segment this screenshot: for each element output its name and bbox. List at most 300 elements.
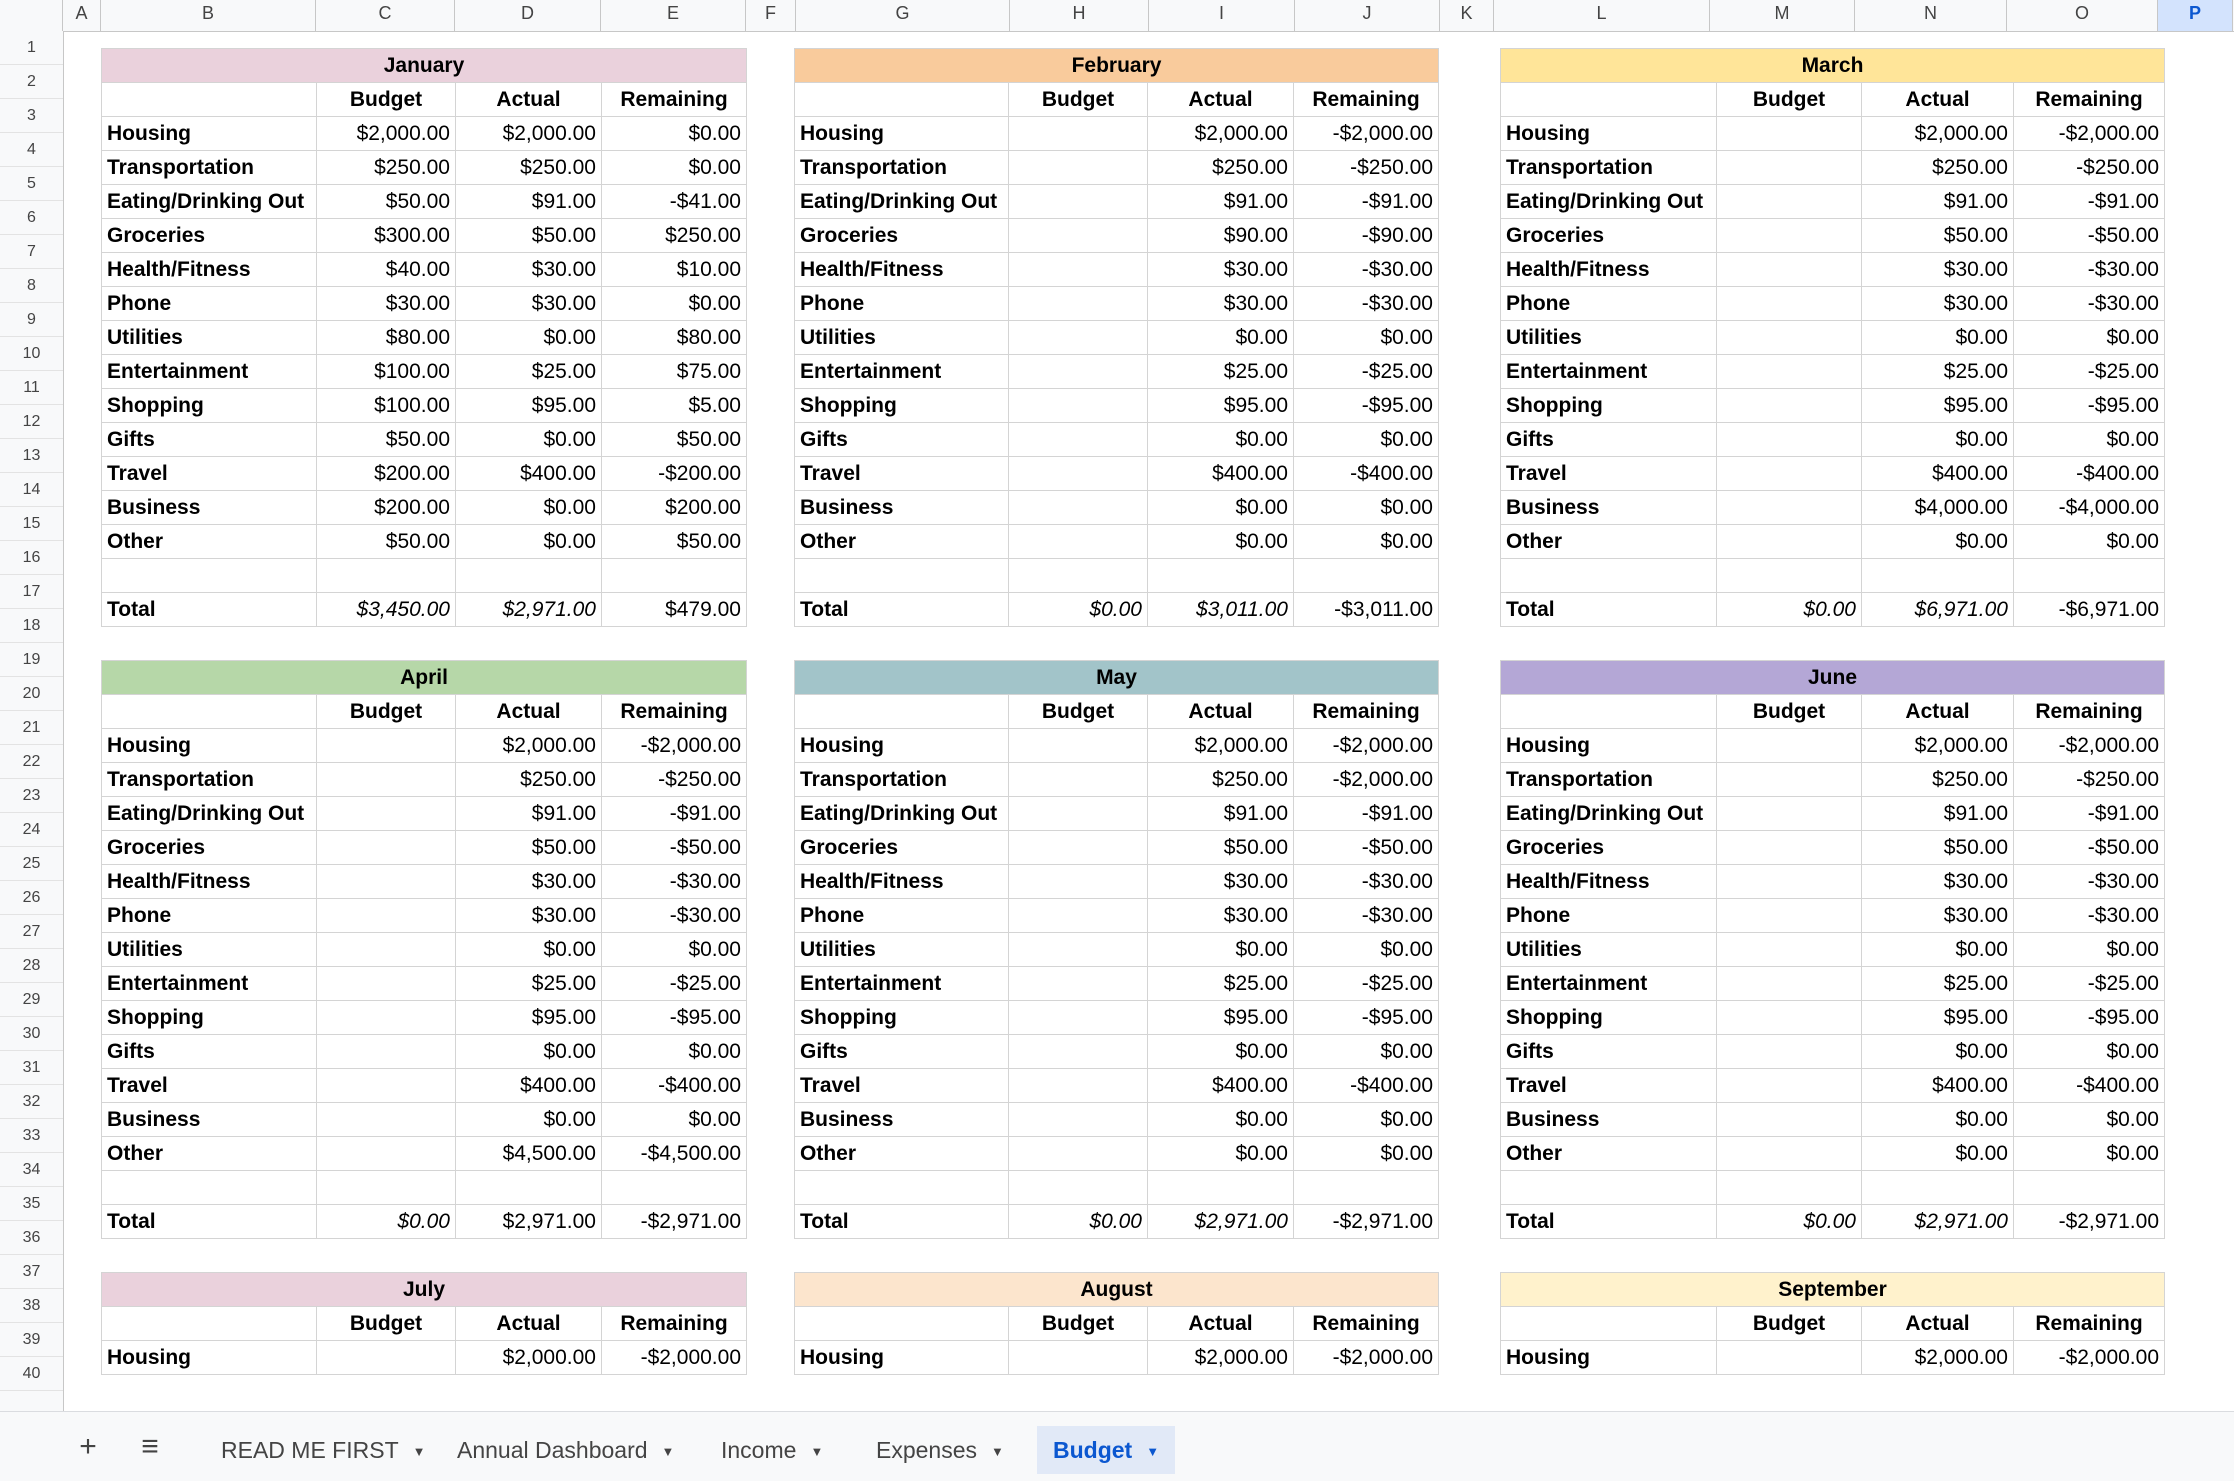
actual-cell[interactable]: $30.00 bbox=[1148, 899, 1294, 933]
category-label[interactable]: Eating/Drinking Out bbox=[1501, 185, 1717, 219]
total-label[interactable]: Total bbox=[102, 593, 317, 627]
actual-total-cell[interactable]: $2,971.00 bbox=[456, 593, 602, 627]
actual-cell[interactable]: $90.00 bbox=[1148, 219, 1294, 253]
category-label[interactable]: Entertainment bbox=[795, 355, 1009, 389]
category-label[interactable]: Business bbox=[102, 491, 317, 525]
remaining-cell[interactable]: -$50.00 bbox=[2014, 219, 2165, 253]
empty-cell[interactable] bbox=[1501, 559, 1717, 593]
remaining-cell[interactable]: -$95.00 bbox=[1294, 389, 1439, 423]
row-header-26[interactable]: 26 bbox=[0, 881, 63, 915]
budget-cell[interactable] bbox=[1009, 457, 1148, 491]
budget-cell[interactable] bbox=[317, 967, 456, 1001]
remaining-cell[interactable]: $50.00 bbox=[602, 423, 747, 457]
category-label[interactable]: Health/Fitness bbox=[795, 865, 1009, 899]
remaining-total-cell[interactable]: -$2,971.00 bbox=[2014, 1205, 2165, 1239]
actual-cell[interactable]: $2,000.00 bbox=[456, 1341, 602, 1375]
remaining-cell[interactable]: -$30.00 bbox=[2014, 287, 2165, 321]
category-label[interactable]: Travel bbox=[795, 457, 1009, 491]
remaining-cell[interactable]: $200.00 bbox=[602, 491, 747, 525]
column-header-j[interactable]: J bbox=[1295, 0, 1440, 31]
actual-cell[interactable]: $95.00 bbox=[1862, 1001, 2014, 1035]
category-label[interactable]: Phone bbox=[102, 287, 317, 321]
remaining-cell[interactable]: -$2,000.00 bbox=[602, 1341, 747, 1375]
remaining-cell[interactable]: $0.00 bbox=[1294, 1035, 1439, 1069]
budget-cell[interactable] bbox=[1717, 1001, 1862, 1035]
category-label[interactable]: Entertainment bbox=[102, 967, 317, 1001]
remaining-cell[interactable]: $50.00 bbox=[602, 525, 747, 559]
row-header-23[interactable]: 23 bbox=[0, 779, 63, 813]
actual-cell[interactable]: $0.00 bbox=[1862, 321, 2014, 355]
remaining-cell[interactable]: -$50.00 bbox=[1294, 831, 1439, 865]
remaining-cell[interactable]: -$25.00 bbox=[1294, 967, 1439, 1001]
actual-cell[interactable]: $0.00 bbox=[1148, 321, 1294, 355]
category-label[interactable]: Transportation bbox=[795, 763, 1009, 797]
remaining-cell[interactable]: -$400.00 bbox=[1294, 1069, 1439, 1103]
row-header-40[interactable]: 40 bbox=[0, 1357, 63, 1391]
empty-cell[interactable] bbox=[2014, 559, 2165, 593]
category-label[interactable]: Housing bbox=[795, 729, 1009, 763]
total-label[interactable]: Total bbox=[795, 1205, 1009, 1239]
budget-cell[interactable] bbox=[317, 763, 456, 797]
budget-cell[interactable]: $50.00 bbox=[317, 423, 456, 457]
category-label[interactable]: Travel bbox=[102, 1069, 317, 1103]
actual-cell[interactable]: $0.00 bbox=[1148, 423, 1294, 457]
column-heading-actual[interactable]: Actual bbox=[1862, 1307, 2014, 1341]
budget-cell[interactable] bbox=[1009, 423, 1148, 457]
row-header-3[interactable]: 3 bbox=[0, 99, 63, 133]
budget-cell[interactable] bbox=[1717, 933, 1862, 967]
category-label[interactable]: Housing bbox=[102, 117, 317, 151]
remaining-cell[interactable]: -$2,000.00 bbox=[1294, 763, 1439, 797]
empty-cell[interactable] bbox=[795, 695, 1009, 729]
budget-cell[interactable] bbox=[1717, 797, 1862, 831]
column-heading-remaining[interactable]: Remaining bbox=[2014, 83, 2165, 117]
budget-cell[interactable] bbox=[1717, 457, 1862, 491]
actual-cell[interactable]: $30.00 bbox=[1862, 865, 2014, 899]
row-header-24[interactable]: 24 bbox=[0, 813, 63, 847]
row-header-15[interactable]: 15 bbox=[0, 507, 63, 541]
budget-cell[interactable] bbox=[317, 899, 456, 933]
column-heading-budget[interactable]: Budget bbox=[317, 1307, 456, 1341]
actual-cell[interactable]: $50.00 bbox=[1862, 219, 2014, 253]
actual-cell[interactable]: $0.00 bbox=[456, 321, 602, 355]
budget-cell[interactable] bbox=[1009, 1069, 1148, 1103]
row-header-33[interactable]: 33 bbox=[0, 1119, 63, 1153]
actual-cell[interactable]: $0.00 bbox=[456, 491, 602, 525]
budget-cell[interactable] bbox=[1717, 967, 1862, 1001]
row-header-25[interactable]: 25 bbox=[0, 847, 63, 881]
column-heading-actual[interactable]: Actual bbox=[1862, 83, 2014, 117]
category-label[interactable]: Travel bbox=[1501, 1069, 1717, 1103]
category-label[interactable]: Utilities bbox=[102, 933, 317, 967]
empty-cell[interactable] bbox=[1148, 559, 1294, 593]
empty-cell[interactable] bbox=[1501, 1307, 1717, 1341]
category-label[interactable]: Gifts bbox=[1501, 423, 1717, 457]
empty-cell[interactable] bbox=[2014, 1171, 2165, 1205]
column-header-n[interactable]: N bbox=[1855, 0, 2007, 31]
budget-cell[interactable] bbox=[1009, 219, 1148, 253]
budget-cell[interactable] bbox=[1009, 729, 1148, 763]
actual-cell[interactable]: $50.00 bbox=[456, 831, 602, 865]
category-label[interactable]: Business bbox=[795, 1103, 1009, 1137]
caret-down-icon[interactable]: ▼ bbox=[661, 1443, 675, 1459]
remaining-cell[interactable]: $0.00 bbox=[602, 117, 747, 151]
row-header-32[interactable]: 32 bbox=[0, 1085, 63, 1119]
remaining-cell[interactable]: -$30.00 bbox=[602, 899, 747, 933]
caret-down-icon[interactable]: ▼ bbox=[1146, 1443, 1160, 1459]
column-heading-budget[interactable]: Budget bbox=[1717, 83, 1862, 117]
budget-total-cell[interactable]: $0.00 bbox=[1009, 1205, 1148, 1239]
category-label[interactable]: Other bbox=[795, 525, 1009, 559]
category-label[interactable]: Housing bbox=[102, 1341, 317, 1375]
remaining-cell[interactable]: -$30.00 bbox=[2014, 253, 2165, 287]
column-heading-actual[interactable]: Actual bbox=[1862, 695, 2014, 729]
remaining-cell[interactable]: $0.00 bbox=[602, 151, 747, 185]
column-heading-budget[interactable]: Budget bbox=[1009, 83, 1148, 117]
budget-cell[interactable] bbox=[1009, 1103, 1148, 1137]
actual-cell[interactable]: $0.00 bbox=[1148, 1103, 1294, 1137]
actual-cell[interactable]: $91.00 bbox=[1148, 797, 1294, 831]
actual-cell[interactable]: $25.00 bbox=[456, 967, 602, 1001]
budget-cell[interactable] bbox=[1717, 831, 1862, 865]
column-heading-remaining[interactable]: Remaining bbox=[602, 83, 747, 117]
budget-cell[interactable] bbox=[1009, 117, 1148, 151]
remaining-cell[interactable]: $0.00 bbox=[1294, 321, 1439, 355]
budget-cell[interactable] bbox=[1009, 355, 1148, 389]
remaining-cell[interactable]: -$400.00 bbox=[2014, 1069, 2165, 1103]
budget-cell[interactable] bbox=[1009, 151, 1148, 185]
row-header-29[interactable]: 29 bbox=[0, 983, 63, 1017]
remaining-cell[interactable]: $0.00 bbox=[602, 933, 747, 967]
budget-cell[interactable] bbox=[1009, 1035, 1148, 1069]
row-header-21[interactable]: 21 bbox=[0, 711, 63, 745]
column-heading-remaining[interactable]: Remaining bbox=[2014, 1307, 2165, 1341]
category-label[interactable]: Other bbox=[1501, 525, 1717, 559]
row-header-39[interactable]: 39 bbox=[0, 1323, 63, 1357]
actual-cell[interactable]: $95.00 bbox=[1148, 1001, 1294, 1035]
row-header-31[interactable]: 31 bbox=[0, 1051, 63, 1085]
remaining-cell[interactable]: $250.00 bbox=[602, 219, 747, 253]
row-header-8[interactable]: 8 bbox=[0, 269, 63, 303]
actual-cell[interactable]: $4,000.00 bbox=[1862, 491, 2014, 525]
actual-total-cell[interactable]: $2,971.00 bbox=[1148, 1205, 1294, 1239]
month-title[interactable]: February bbox=[795, 49, 1439, 83]
budget-cell[interactable] bbox=[317, 1341, 456, 1375]
remaining-cell[interactable]: -$4,000.00 bbox=[2014, 491, 2165, 525]
budget-cell[interactable] bbox=[317, 729, 456, 763]
actual-cell[interactable]: $400.00 bbox=[1148, 1069, 1294, 1103]
budget-cell[interactable] bbox=[317, 831, 456, 865]
budget-cell[interactable] bbox=[1717, 185, 1862, 219]
remaining-cell[interactable]: $0.00 bbox=[2014, 933, 2165, 967]
actual-cell[interactable]: $2,000.00 bbox=[1148, 117, 1294, 151]
category-label[interactable]: Phone bbox=[102, 899, 317, 933]
row-header-4[interactable]: 4 bbox=[0, 133, 63, 167]
budget-cell[interactable] bbox=[1717, 865, 1862, 899]
column-header-c[interactable]: C bbox=[316, 0, 455, 31]
month-title[interactable]: May bbox=[795, 661, 1439, 695]
empty-cell[interactable] bbox=[1717, 559, 1862, 593]
month-title[interactable]: September bbox=[1501, 1273, 2165, 1307]
budget-cell[interactable] bbox=[317, 865, 456, 899]
actual-cell[interactable]: $95.00 bbox=[456, 1001, 602, 1035]
column-header-k[interactable]: K bbox=[1440, 0, 1494, 31]
remaining-cell[interactable]: -$250.00 bbox=[1294, 151, 1439, 185]
category-label[interactable]: Transportation bbox=[102, 763, 317, 797]
remaining-total-cell[interactable]: -$2,971.00 bbox=[602, 1205, 747, 1239]
month-title[interactable]: January bbox=[102, 49, 747, 83]
remaining-cell[interactable]: -$30.00 bbox=[1294, 899, 1439, 933]
remaining-cell[interactable]: -$95.00 bbox=[2014, 1001, 2165, 1035]
row-header-11[interactable]: 11 bbox=[0, 371, 63, 405]
budget-cell[interactable] bbox=[1717, 287, 1862, 321]
category-label[interactable]: Other bbox=[102, 525, 317, 559]
category-label[interactable]: Travel bbox=[1501, 457, 1717, 491]
remaining-cell[interactable]: -$2,000.00 bbox=[1294, 729, 1439, 763]
empty-cell[interactable] bbox=[795, 1171, 1009, 1205]
remaining-cell[interactable]: -$30.00 bbox=[1294, 865, 1439, 899]
actual-cell[interactable]: $91.00 bbox=[1148, 185, 1294, 219]
actual-cell[interactable]: $2,000.00 bbox=[1862, 729, 2014, 763]
row-header-17[interactable]: 17 bbox=[0, 575, 63, 609]
budget-cell[interactable] bbox=[1717, 1069, 1862, 1103]
row-header-20[interactable]: 20 bbox=[0, 677, 63, 711]
budget-cell[interactable]: $100.00 bbox=[317, 389, 456, 423]
total-label[interactable]: Total bbox=[102, 1205, 317, 1239]
remaining-cell[interactable]: $0.00 bbox=[1294, 1137, 1439, 1171]
plus-icon[interactable]: + bbox=[79, 1430, 97, 1463]
total-label[interactable]: Total bbox=[795, 593, 1009, 627]
column-heading-actual[interactable]: Actual bbox=[456, 83, 602, 117]
column-heading-actual[interactable]: Actual bbox=[456, 695, 602, 729]
category-label[interactable]: Business bbox=[1501, 1103, 1717, 1137]
remaining-total-cell[interactable]: -$2,971.00 bbox=[1294, 1205, 1439, 1239]
budget-cell[interactable] bbox=[1009, 831, 1148, 865]
remaining-cell[interactable]: -$250.00 bbox=[2014, 151, 2165, 185]
row-header-10[interactable]: 10 bbox=[0, 337, 63, 371]
category-label[interactable]: Business bbox=[102, 1103, 317, 1137]
category-label[interactable]: Transportation bbox=[102, 151, 317, 185]
total-label[interactable]: Total bbox=[1501, 593, 1717, 627]
empty-cell[interactable] bbox=[602, 1171, 747, 1205]
row-header-19[interactable]: 19 bbox=[0, 643, 63, 677]
actual-cell[interactable]: $0.00 bbox=[456, 933, 602, 967]
actual-cell[interactable]: $25.00 bbox=[1862, 967, 2014, 1001]
actual-cell[interactable]: $400.00 bbox=[1148, 457, 1294, 491]
category-label[interactable]: Utilities bbox=[795, 933, 1009, 967]
budget-cell[interactable] bbox=[1009, 763, 1148, 797]
budget-cell[interactable]: $200.00 bbox=[317, 457, 456, 491]
remaining-cell[interactable]: $5.00 bbox=[602, 389, 747, 423]
remaining-cell[interactable]: -$2,000.00 bbox=[2014, 729, 2165, 763]
empty-cell[interactable] bbox=[795, 1307, 1009, 1341]
budget-cell[interactable]: $80.00 bbox=[317, 321, 456, 355]
month-title[interactable]: August bbox=[795, 1273, 1439, 1307]
remaining-cell[interactable]: $10.00 bbox=[602, 253, 747, 287]
remaining-cell[interactable]: $0.00 bbox=[1294, 933, 1439, 967]
remaining-cell[interactable]: $0.00 bbox=[1294, 423, 1439, 457]
actual-cell[interactable]: $0.00 bbox=[1862, 1035, 2014, 1069]
remaining-cell[interactable]: $0.00 bbox=[602, 287, 747, 321]
actual-cell[interactable]: $2,000.00 bbox=[456, 117, 602, 151]
empty-cell[interactable] bbox=[1009, 559, 1148, 593]
budget-cell[interactable] bbox=[1717, 253, 1862, 287]
category-label[interactable]: Other bbox=[795, 1137, 1009, 1171]
column-header-a[interactable]: A bbox=[63, 0, 101, 31]
category-label[interactable]: Entertainment bbox=[1501, 967, 1717, 1001]
column-header-g[interactable]: G bbox=[796, 0, 1010, 31]
row-header-35[interactable]: 35 bbox=[0, 1187, 63, 1221]
actual-cell[interactable]: $30.00 bbox=[456, 253, 602, 287]
empty-cell[interactable] bbox=[1148, 1171, 1294, 1205]
actual-cell[interactable]: $25.00 bbox=[1148, 355, 1294, 389]
actual-total-cell[interactable]: $2,971.00 bbox=[456, 1205, 602, 1239]
row-header-14[interactable]: 14 bbox=[0, 473, 63, 507]
category-label[interactable]: Gifts bbox=[795, 423, 1009, 457]
empty-cell[interactable] bbox=[795, 559, 1009, 593]
budget-cell[interactable] bbox=[317, 1137, 456, 1171]
remaining-cell[interactable]: -$30.00 bbox=[1294, 287, 1439, 321]
empty-cell[interactable] bbox=[317, 1171, 456, 1205]
category-label[interactable]: Eating/Drinking Out bbox=[102, 797, 317, 831]
actual-cell[interactable]: $95.00 bbox=[456, 389, 602, 423]
budget-cell[interactable] bbox=[1009, 287, 1148, 321]
budget-cell[interactable] bbox=[1717, 117, 1862, 151]
remaining-cell[interactable]: -$95.00 bbox=[2014, 389, 2165, 423]
month-title[interactable]: June bbox=[1501, 661, 2165, 695]
category-label[interactable]: Phone bbox=[1501, 287, 1717, 321]
budget-cell[interactable]: $30.00 bbox=[317, 287, 456, 321]
actual-cell[interactable]: $91.00 bbox=[1862, 185, 2014, 219]
budget-cell[interactable] bbox=[1717, 355, 1862, 389]
total-label[interactable]: Total bbox=[1501, 1205, 1717, 1239]
empty-cell[interactable] bbox=[1294, 559, 1439, 593]
actual-cell[interactable]: $4,500.00 bbox=[456, 1137, 602, 1171]
row-header-13[interactable]: 13 bbox=[0, 439, 63, 473]
remaining-cell[interactable]: -$30.00 bbox=[2014, 899, 2165, 933]
category-label[interactable]: Eating/Drinking Out bbox=[795, 797, 1009, 831]
column-header-m[interactable]: M bbox=[1710, 0, 1855, 31]
actual-cell[interactable]: $0.00 bbox=[456, 1103, 602, 1137]
remaining-cell[interactable]: -$25.00 bbox=[2014, 967, 2165, 1001]
actual-cell[interactable]: $0.00 bbox=[1148, 1035, 1294, 1069]
row-header-30[interactable]: 30 bbox=[0, 1017, 63, 1051]
remaining-cell[interactable]: -$50.00 bbox=[602, 831, 747, 865]
budget-cell[interactable] bbox=[1717, 763, 1862, 797]
category-label[interactable]: Phone bbox=[1501, 899, 1717, 933]
budget-cell[interactable] bbox=[1009, 933, 1148, 967]
remaining-cell[interactable]: -$30.00 bbox=[602, 865, 747, 899]
column-header-d[interactable]: D bbox=[455, 0, 601, 31]
actual-cell[interactable]: $30.00 bbox=[1148, 865, 1294, 899]
budget-cell[interactable] bbox=[1009, 967, 1148, 1001]
actual-cell[interactable]: $2,000.00 bbox=[1148, 729, 1294, 763]
column-heading-budget[interactable]: Budget bbox=[1009, 695, 1148, 729]
actual-cell[interactable]: $30.00 bbox=[456, 865, 602, 899]
budget-cell[interactable] bbox=[1009, 899, 1148, 933]
column-header-h[interactable]: H bbox=[1010, 0, 1149, 31]
remaining-cell[interactable]: -$50.00 bbox=[2014, 831, 2165, 865]
budget-cell[interactable] bbox=[1009, 321, 1148, 355]
actual-cell[interactable]: $30.00 bbox=[1862, 287, 2014, 321]
category-label[interactable]: Housing bbox=[1501, 117, 1717, 151]
column-header-f[interactable]: F bbox=[746, 0, 796, 31]
budget-cell[interactable] bbox=[1717, 729, 1862, 763]
budget-cell[interactable]: $250.00 bbox=[317, 151, 456, 185]
actual-cell[interactable]: $25.00 bbox=[1862, 355, 2014, 389]
column-header-b[interactable]: B bbox=[101, 0, 316, 31]
actual-cell[interactable]: $250.00 bbox=[456, 763, 602, 797]
empty-cell[interactable] bbox=[1501, 83, 1717, 117]
remaining-cell[interactable]: -$91.00 bbox=[2014, 185, 2165, 219]
actual-total-cell[interactable]: $6,971.00 bbox=[1862, 593, 2014, 627]
actual-cell[interactable]: $400.00 bbox=[1862, 457, 2014, 491]
category-label[interactable]: Transportation bbox=[795, 151, 1009, 185]
actual-cell[interactable]: $0.00 bbox=[1862, 423, 2014, 457]
actual-cell[interactable]: $250.00 bbox=[456, 151, 602, 185]
actual-cell[interactable]: $400.00 bbox=[456, 1069, 602, 1103]
caret-down-icon[interactable]: ▼ bbox=[412, 1443, 426, 1459]
empty-cell[interactable] bbox=[1717, 1171, 1862, 1205]
category-label[interactable]: Eating/Drinking Out bbox=[1501, 797, 1717, 831]
column-heading-budget[interactable]: Budget bbox=[317, 695, 456, 729]
remaining-cell[interactable]: -$91.00 bbox=[1294, 797, 1439, 831]
actual-cell[interactable]: $0.00 bbox=[456, 1035, 602, 1069]
budget-cell[interactable] bbox=[1009, 253, 1148, 287]
actual-cell[interactable]: $2,000.00 bbox=[1148, 1341, 1294, 1375]
remaining-total-cell[interactable]: -$6,971.00 bbox=[2014, 593, 2165, 627]
month-title[interactable]: March bbox=[1501, 49, 2165, 83]
category-label[interactable]: Groceries bbox=[1501, 219, 1717, 253]
row-header-28[interactable]: 28 bbox=[0, 949, 63, 983]
actual-cell[interactable]: $0.00 bbox=[456, 423, 602, 457]
remaining-cell[interactable]: $0.00 bbox=[2014, 321, 2165, 355]
empty-cell[interactable] bbox=[1501, 695, 1717, 729]
remaining-cell[interactable]: -$2,000.00 bbox=[2014, 117, 2165, 151]
remaining-cell[interactable]: $80.00 bbox=[602, 321, 747, 355]
budget-cell[interactable] bbox=[1717, 423, 1862, 457]
month-title[interactable]: July bbox=[102, 1273, 747, 1307]
budget-cell[interactable] bbox=[1717, 219, 1862, 253]
budget-cell[interactable] bbox=[1009, 865, 1148, 899]
budget-cell[interactable]: $40.00 bbox=[317, 253, 456, 287]
actual-total-cell[interactable]: $2,971.00 bbox=[1862, 1205, 2014, 1239]
budget-cell[interactable] bbox=[1009, 1341, 1148, 1375]
remaining-cell[interactable]: $0.00 bbox=[1294, 491, 1439, 525]
actual-cell[interactable]: $400.00 bbox=[456, 457, 602, 491]
column-header-p[interactable]: P bbox=[2158, 0, 2233, 31]
budget-total-cell[interactable]: $0.00 bbox=[1717, 1205, 1862, 1239]
empty-cell[interactable] bbox=[102, 1171, 317, 1205]
row-header-22[interactable]: 22 bbox=[0, 745, 63, 779]
budget-cell[interactable]: $50.00 bbox=[317, 185, 456, 219]
actual-cell[interactable]: $91.00 bbox=[456, 797, 602, 831]
column-heading-budget[interactable]: Budget bbox=[1717, 1307, 1862, 1341]
category-label[interactable]: Health/Fitness bbox=[102, 253, 317, 287]
actual-total-cell[interactable]: $3,011.00 bbox=[1148, 593, 1294, 627]
actual-cell[interactable]: $50.00 bbox=[456, 219, 602, 253]
remaining-cell[interactable]: -$30.00 bbox=[1294, 253, 1439, 287]
category-label[interactable]: Gifts bbox=[795, 1035, 1009, 1069]
category-label[interactable]: Shopping bbox=[102, 389, 317, 423]
category-label[interactable]: Gifts bbox=[1501, 1035, 1717, 1069]
actual-cell[interactable]: $250.00 bbox=[1862, 151, 2014, 185]
remaining-cell[interactable]: $0.00 bbox=[2014, 525, 2165, 559]
column-heading-actual[interactable]: Actual bbox=[1148, 695, 1294, 729]
remaining-cell[interactable]: $0.00 bbox=[2014, 1103, 2165, 1137]
row-header-12[interactable]: 12 bbox=[0, 405, 63, 439]
category-label[interactable]: Eating/Drinking Out bbox=[795, 185, 1009, 219]
